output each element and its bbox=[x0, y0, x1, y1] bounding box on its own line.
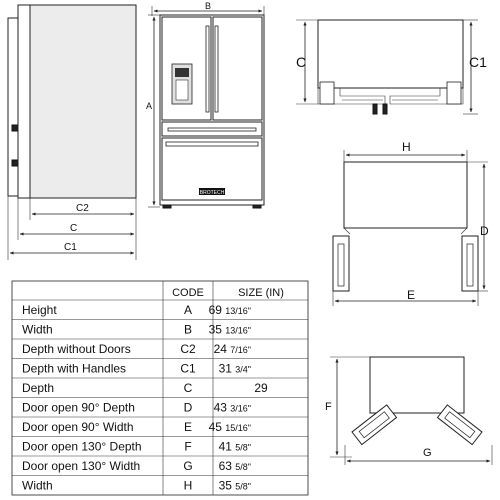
middle-drawer-handle bbox=[168, 128, 256, 131]
row-dimension-name: Depth with Handles bbox=[22, 361, 127, 376]
side-back-panel bbox=[8, 18, 18, 196]
table-header-size: SIZE (IN) bbox=[238, 287, 284, 299]
row-code: C bbox=[183, 381, 193, 395]
open90-cabinet bbox=[344, 162, 467, 228]
label-top-c1: C1 bbox=[469, 54, 487, 70]
row-size: 69 13/16" bbox=[208, 303, 251, 317]
row-dimension-name: Door open 130° Width bbox=[22, 459, 141, 473]
row-code: C1 bbox=[180, 361, 196, 376]
top-cabinet bbox=[318, 20, 463, 88]
row-code: F bbox=[184, 439, 192, 454]
row-dimension-name: Width bbox=[22, 478, 53, 493]
row-size: 43 3/16" bbox=[213, 400, 251, 415]
front-view bbox=[146, 1, 264, 208]
row-code: B bbox=[183, 322, 193, 337]
top-right-hinge bbox=[447, 82, 461, 104]
right-door bbox=[213, 17, 262, 120]
top-view-open-130 bbox=[325, 357, 492, 465]
row-dimension-name: Door open 130° Depth bbox=[22, 439, 142, 454]
dispenser-nozzle bbox=[176, 80, 188, 100]
label-f: F bbox=[325, 401, 332, 413]
side-door-panel bbox=[30, 5, 136, 198]
freezer-drawer-handle bbox=[166, 142, 258, 146]
label-g: G bbox=[423, 447, 432, 459]
row-dimension-name: Height bbox=[22, 303, 57, 317]
foot bbox=[253, 205, 261, 208]
label-c2: C2 bbox=[76, 203, 89, 214]
top-view-open-90 bbox=[333, 140, 489, 306]
label-c: C bbox=[70, 223, 78, 234]
open130-cabinet bbox=[370, 357, 464, 413]
brand-logo: BROTECH bbox=[199, 190, 225, 196]
row-dimension-name: Depth without Doors bbox=[22, 342, 131, 356]
row-code: A bbox=[183, 303, 193, 317]
label-top-c: C bbox=[296, 54, 307, 70]
row-code: H bbox=[183, 478, 193, 493]
top-handle bbox=[373, 104, 377, 114]
row-dimension-name: Door open 90° Width bbox=[22, 420, 134, 434]
side-hinge-mark bbox=[12, 160, 18, 166]
label-d: D bbox=[480, 224, 489, 238]
label-c1: C1 bbox=[64, 242, 77, 253]
right-door-handle bbox=[215, 26, 218, 112]
row-dimension-name: Depth bbox=[22, 381, 55, 395]
row-size: 45 15/16" bbox=[208, 420, 251, 434]
top-left-hinge bbox=[320, 82, 334, 104]
row-dimension-name: Door open 90° Depth bbox=[22, 400, 135, 415]
row-size: 35 13/16" bbox=[208, 322, 251, 337]
open90-hinge bbox=[344, 228, 350, 234]
row-code: D bbox=[183, 400, 193, 415]
row-dimension-name: Width bbox=[22, 322, 53, 337]
row-code: G bbox=[183, 459, 193, 473]
table-header-code: CODE bbox=[172, 287, 204, 299]
label-h: H bbox=[402, 140, 411, 154]
row-size: 31 3/4" bbox=[218, 361, 251, 376]
row-size: 41 5/8" bbox=[218, 439, 251, 454]
top-view-closed bbox=[296, 20, 487, 114]
dispenser-screen bbox=[175, 68, 189, 77]
row-size: 35 5/8" bbox=[218, 478, 251, 493]
side-view bbox=[8, 5, 136, 260]
side-hinge-mark bbox=[12, 125, 18, 131]
left-door-handle bbox=[206, 26, 209, 112]
row-code: C2 bbox=[180, 342, 196, 356]
label-b: B bbox=[205, 1, 212, 11]
row-code: E bbox=[183, 420, 193, 434]
label-a: A bbox=[146, 101, 153, 111]
label-e: E bbox=[407, 288, 416, 302]
open90-right-door-inner bbox=[467, 244, 473, 286]
open90-hinge bbox=[461, 228, 467, 234]
row-size: 24 7/16" bbox=[213, 342, 251, 356]
spec-table bbox=[12, 281, 308, 495]
open90-left-door-inner bbox=[338, 244, 344, 286]
top-handle bbox=[383, 104, 387, 114]
row-size: 63 5/8" bbox=[218, 459, 251, 473]
foot bbox=[163, 205, 171, 208]
row-size: 29 bbox=[254, 381, 268, 395]
